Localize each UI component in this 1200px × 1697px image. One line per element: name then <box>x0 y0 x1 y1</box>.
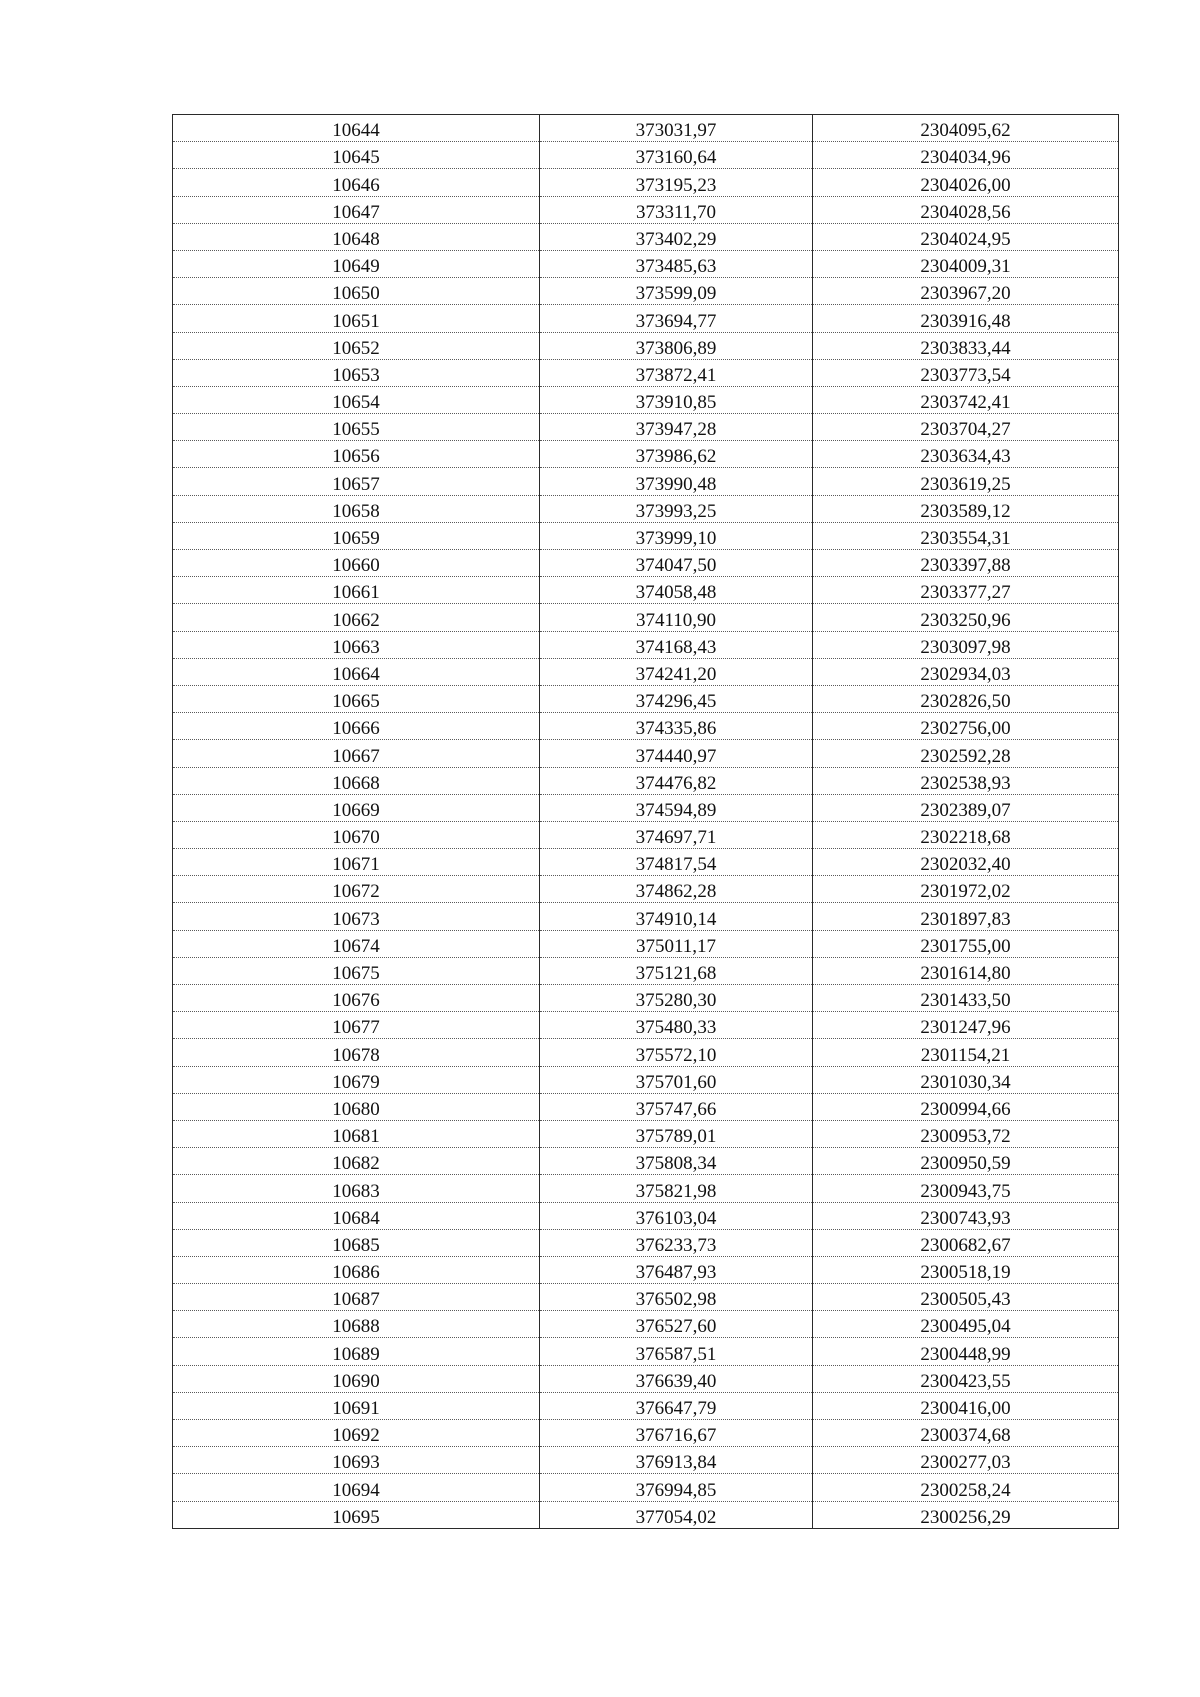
point-number-cell: 10669 <box>173 794 540 821</box>
x-coordinate-cell: 376487,93 <box>540 1256 813 1283</box>
y-coordinate-cell: 2300495,04 <box>813 1311 1119 1338</box>
point-number-cell: 10681 <box>173 1120 540 1147</box>
x-coordinate-cell: 373160,64 <box>540 142 813 169</box>
y-coordinate-cell: 2303833,44 <box>813 332 1119 359</box>
table-row <box>173 957 1119 984</box>
y-coordinate-cell: 2300448,99 <box>813 1338 1119 1365</box>
point-number-cell: 10663 <box>173 631 540 658</box>
point-number-cell: 10678 <box>173 1039 540 1066</box>
table-row <box>173 1093 1119 1120</box>
y-coordinate-cell: 2303916,48 <box>813 305 1119 332</box>
y-coordinate-cell: 2302826,50 <box>813 685 1119 712</box>
table-row <box>173 849 1119 876</box>
x-coordinate-cell: 373872,41 <box>540 359 813 386</box>
x-coordinate-cell: 373999,10 <box>540 522 813 549</box>
x-coordinate-cell: 373599,09 <box>540 278 813 305</box>
x-coordinate-cell: 374296,45 <box>540 685 813 712</box>
x-coordinate-cell: 374047,50 <box>540 550 813 577</box>
y-coordinate-cell: 2300682,67 <box>813 1229 1119 1256</box>
y-coordinate-cell: 2303097,98 <box>813 631 1119 658</box>
y-coordinate-cell: 2301897,83 <box>813 903 1119 930</box>
table-row <box>173 495 1119 522</box>
point-number-cell: 10650 <box>173 278 540 305</box>
table-row <box>173 250 1119 277</box>
x-coordinate-cell: 373031,97 <box>540 115 813 142</box>
point-number-cell: 10690 <box>173 1365 540 1392</box>
table-row <box>173 1338 1119 1365</box>
x-coordinate-cell: 375701,60 <box>540 1066 813 1093</box>
table-row <box>173 550 1119 577</box>
table-row <box>173 1365 1119 1392</box>
point-number-cell: 10687 <box>173 1284 540 1311</box>
y-coordinate-cell: 2304026,00 <box>813 169 1119 196</box>
x-coordinate-cell: 375121,68 <box>540 957 813 984</box>
x-coordinate-cell: 376233,73 <box>540 1229 813 1256</box>
table-row <box>173 713 1119 740</box>
table-row <box>173 1447 1119 1474</box>
point-number-cell: 10673 <box>173 903 540 930</box>
table-row <box>173 876 1119 903</box>
point-number-cell: 10674 <box>173 930 540 957</box>
table-row <box>173 903 1119 930</box>
point-number-cell: 10658 <box>173 495 540 522</box>
table-row <box>173 115 1119 142</box>
table-row <box>173 604 1119 631</box>
x-coordinate-cell: 374110,90 <box>540 604 813 631</box>
y-coordinate-cell: 2303773,54 <box>813 359 1119 386</box>
table-row <box>173 1392 1119 1419</box>
y-coordinate-cell: 2300994,66 <box>813 1093 1119 1120</box>
point-number-cell: 10660 <box>173 550 540 577</box>
y-coordinate-cell: 2300256,29 <box>813 1501 1119 1528</box>
point-number-cell: 10693 <box>173 1447 540 1474</box>
y-coordinate-cell: 2301247,96 <box>813 1012 1119 1039</box>
x-coordinate-cell: 375821,98 <box>540 1175 813 1202</box>
x-coordinate-cell: 376587,51 <box>540 1338 813 1365</box>
table-row <box>173 631 1119 658</box>
y-coordinate-cell: 2303619,25 <box>813 468 1119 495</box>
table-row <box>173 468 1119 495</box>
y-coordinate-cell: 2303397,88 <box>813 550 1119 577</box>
y-coordinate-cell: 2303554,31 <box>813 522 1119 549</box>
table-row <box>173 414 1119 441</box>
table-row <box>173 305 1119 332</box>
y-coordinate-cell: 2303634,43 <box>813 441 1119 468</box>
x-coordinate-cell: 373402,29 <box>540 223 813 250</box>
y-coordinate-cell: 2302538,93 <box>813 767 1119 794</box>
y-coordinate-cell: 2300374,68 <box>813 1420 1119 1447</box>
y-coordinate-cell: 2301030,34 <box>813 1066 1119 1093</box>
y-coordinate-cell: 2302032,40 <box>813 849 1119 876</box>
y-coordinate-cell: 2300950,59 <box>813 1148 1119 1175</box>
table-row <box>173 577 1119 604</box>
x-coordinate-cell: 375480,33 <box>540 1012 813 1039</box>
x-coordinate-cell: 374241,20 <box>540 658 813 685</box>
x-coordinate-cell: 375747,66 <box>540 1093 813 1120</box>
point-number-cell: 10676 <box>173 985 540 1012</box>
y-coordinate-cell: 2300953,72 <box>813 1120 1119 1147</box>
y-coordinate-cell: 2304024,95 <box>813 223 1119 250</box>
table-row <box>173 1229 1119 1256</box>
table-row <box>173 1039 1119 1066</box>
point-number-cell: 10691 <box>173 1392 540 1419</box>
y-coordinate-cell: 2300518,19 <box>813 1256 1119 1283</box>
point-number-cell: 10648 <box>173 223 540 250</box>
x-coordinate-cell: 374594,89 <box>540 794 813 821</box>
point-number-cell: 10662 <box>173 604 540 631</box>
point-number-cell: 10677 <box>173 1012 540 1039</box>
point-number-cell: 10675 <box>173 957 540 984</box>
y-coordinate-cell: 2304028,56 <box>813 196 1119 223</box>
point-number-cell: 10683 <box>173 1175 540 1202</box>
y-coordinate-cell: 2303967,20 <box>813 278 1119 305</box>
table-row <box>173 1284 1119 1311</box>
point-number-cell: 10689 <box>173 1338 540 1365</box>
y-coordinate-cell: 2300505,43 <box>813 1284 1119 1311</box>
x-coordinate-cell: 374440,97 <box>540 740 813 767</box>
point-number-cell: 10679 <box>173 1066 540 1093</box>
table-row <box>173 821 1119 848</box>
point-number-cell: 10682 <box>173 1148 540 1175</box>
y-coordinate-cell: 2302592,28 <box>813 740 1119 767</box>
y-coordinate-cell: 2300943,75 <box>813 1175 1119 1202</box>
point-number-cell: 10661 <box>173 577 540 604</box>
table-row <box>173 1474 1119 1501</box>
point-number-cell: 10692 <box>173 1420 540 1447</box>
x-coordinate-cell: 374817,54 <box>540 849 813 876</box>
x-coordinate-cell: 375572,10 <box>540 1039 813 1066</box>
y-coordinate-cell: 2301154,21 <box>813 1039 1119 1066</box>
y-coordinate-cell: 2301614,80 <box>813 957 1119 984</box>
table-row <box>173 1120 1119 1147</box>
x-coordinate-cell: 376994,85 <box>540 1474 813 1501</box>
point-number-cell: 10665 <box>173 685 540 712</box>
table-row <box>173 1066 1119 1093</box>
point-number-cell: 10656 <box>173 441 540 468</box>
x-coordinate-cell: 376716,67 <box>540 1420 813 1447</box>
x-coordinate-cell: 374910,14 <box>540 903 813 930</box>
table-row <box>173 169 1119 196</box>
point-number-cell: 10670 <box>173 821 540 848</box>
y-coordinate-cell: 2302934,03 <box>813 658 1119 685</box>
table-row <box>173 930 1119 957</box>
table-row <box>173 985 1119 1012</box>
table-row <box>173 332 1119 359</box>
y-coordinate-cell: 2300423,55 <box>813 1365 1119 1392</box>
x-coordinate-cell: 373993,25 <box>540 495 813 522</box>
x-coordinate-cell: 373195,23 <box>540 169 813 196</box>
x-coordinate-cell: 373947,28 <box>540 414 813 441</box>
table-row <box>173 740 1119 767</box>
table-row <box>173 1148 1119 1175</box>
x-coordinate-cell: 373986,62 <box>540 441 813 468</box>
point-number-cell: 10649 <box>173 250 540 277</box>
y-coordinate-cell: 2303704,27 <box>813 414 1119 441</box>
table-row <box>173 142 1119 169</box>
point-number-cell: 10647 <box>173 196 540 223</box>
x-coordinate-cell: 374335,86 <box>540 713 813 740</box>
point-number-cell: 10651 <box>173 305 540 332</box>
x-coordinate-cell: 374697,71 <box>540 821 813 848</box>
y-coordinate-cell: 2300416,00 <box>813 1392 1119 1419</box>
point-number-cell: 10654 <box>173 386 540 413</box>
y-coordinate-cell: 2302389,07 <box>813 794 1119 821</box>
x-coordinate-cell: 374476,82 <box>540 767 813 794</box>
x-coordinate-cell: 374168,43 <box>540 631 813 658</box>
y-coordinate-cell: 2303589,12 <box>813 495 1119 522</box>
table-row <box>173 359 1119 386</box>
y-coordinate-cell: 2303250,96 <box>813 604 1119 631</box>
x-coordinate-cell: 373485,63 <box>540 250 813 277</box>
x-coordinate-cell: 373311,70 <box>540 196 813 223</box>
y-coordinate-cell: 2304095,62 <box>813 115 1119 142</box>
table-row <box>173 1311 1119 1338</box>
table-row <box>173 278 1119 305</box>
point-number-cell: 10655 <box>173 414 540 441</box>
table-row <box>173 1501 1119 1528</box>
table-row <box>173 196 1119 223</box>
x-coordinate-cell: 374862,28 <box>540 876 813 903</box>
x-coordinate-cell: 376103,04 <box>540 1202 813 1229</box>
y-coordinate-cell: 2300277,03 <box>813 1447 1119 1474</box>
table-row <box>173 1256 1119 1283</box>
point-number-cell: 10664 <box>173 658 540 685</box>
point-number-cell: 10671 <box>173 849 540 876</box>
point-number-cell: 10645 <box>173 142 540 169</box>
point-number-cell: 10652 <box>173 332 540 359</box>
point-number-cell: 10644 <box>173 115 540 142</box>
table-row <box>173 1202 1119 1229</box>
y-coordinate-cell: 2300258,24 <box>813 1474 1119 1501</box>
x-coordinate-cell: 376502,98 <box>540 1284 813 1311</box>
x-coordinate-cell: 373806,89 <box>540 332 813 359</box>
point-number-cell: 10694 <box>173 1474 540 1501</box>
table-row <box>173 223 1119 250</box>
table-row <box>173 522 1119 549</box>
y-coordinate-cell: 2303377,27 <box>813 577 1119 604</box>
x-coordinate-cell: 373990,48 <box>540 468 813 495</box>
y-coordinate-cell: 2301972,02 <box>813 876 1119 903</box>
table-row <box>173 386 1119 413</box>
x-coordinate-cell: 376647,79 <box>540 1392 813 1419</box>
point-number-cell: 10680 <box>173 1093 540 1120</box>
y-coordinate-cell: 2304009,31 <box>813 250 1119 277</box>
coordinates-table <box>172 114 1119 1529</box>
table-row <box>173 685 1119 712</box>
point-number-cell: 10646 <box>173 169 540 196</box>
x-coordinate-cell: 373694,77 <box>540 305 813 332</box>
point-number-cell: 10667 <box>173 740 540 767</box>
x-coordinate-cell: 376639,40 <box>540 1365 813 1392</box>
point-number-cell: 10653 <box>173 359 540 386</box>
y-coordinate-cell: 2304034,96 <box>813 142 1119 169</box>
table-row <box>173 441 1119 468</box>
x-coordinate-cell: 375011,17 <box>540 930 813 957</box>
y-coordinate-cell: 2302218,68 <box>813 821 1119 848</box>
point-number-cell: 10668 <box>173 767 540 794</box>
point-number-cell: 10685 <box>173 1229 540 1256</box>
y-coordinate-cell: 2302756,00 <box>813 713 1119 740</box>
point-number-cell: 10684 <box>173 1202 540 1229</box>
table-row <box>173 658 1119 685</box>
table-row <box>173 794 1119 821</box>
x-coordinate-cell: 376913,84 <box>540 1447 813 1474</box>
x-coordinate-cell: 375808,34 <box>540 1148 813 1175</box>
point-number-cell: 10672 <box>173 876 540 903</box>
y-coordinate-cell: 2303742,41 <box>813 386 1119 413</box>
point-number-cell: 10695 <box>173 1501 540 1528</box>
table-row <box>173 1012 1119 1039</box>
y-coordinate-cell: 2300743,93 <box>813 1202 1119 1229</box>
point-number-cell: 10657 <box>173 468 540 495</box>
x-coordinate-cell: 376527,60 <box>540 1311 813 1338</box>
coordinates-table-body <box>173 115 1119 1529</box>
x-coordinate-cell: 374058,48 <box>540 577 813 604</box>
point-number-cell: 10688 <box>173 1311 540 1338</box>
table-row <box>173 1175 1119 1202</box>
point-number-cell: 10659 <box>173 522 540 549</box>
x-coordinate-cell: 375280,30 <box>540 985 813 1012</box>
point-number-cell: 10666 <box>173 713 540 740</box>
table-row <box>173 1420 1119 1447</box>
x-coordinate-cell: 373910,85 <box>540 386 813 413</box>
x-coordinate-cell: 377054,02 <box>540 1501 813 1528</box>
y-coordinate-cell: 2301755,00 <box>813 930 1119 957</box>
table-row <box>173 767 1119 794</box>
point-number-cell: 10686 <box>173 1256 540 1283</box>
x-coordinate-cell: 375789,01 <box>540 1120 813 1147</box>
y-coordinate-cell: 2301433,50 <box>813 985 1119 1012</box>
